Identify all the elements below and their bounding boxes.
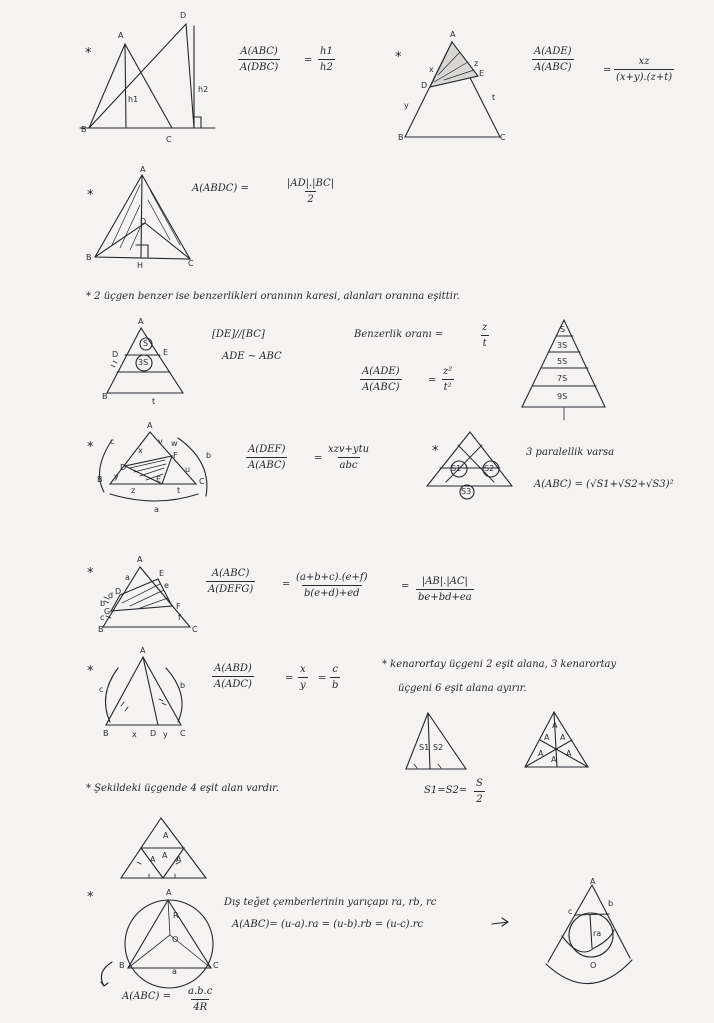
fraction-denominator: t [481, 335, 489, 349]
equals-sign: = [304, 55, 313, 66]
median-triangle-figure [406, 713, 466, 769]
fraction-numerator: |AB|.|AC| [421, 576, 468, 587]
label-d: D [112, 350, 119, 359]
fraction-denominator: t² [442, 379, 454, 393]
region-label: A [560, 733, 566, 742]
region-label: A [552, 721, 558, 730]
area-ratio-fraction [246, 444, 287, 471]
fraction-denominator: abc [338, 457, 360, 471]
equals-sign: = [603, 65, 612, 76]
label-b: B [102, 392, 108, 401]
side-ratio-fraction [614, 56, 674, 83]
label-b: B [97, 475, 103, 484]
bullet-star: * [87, 566, 94, 581]
label-a-side: a [125, 573, 130, 582]
label-h1: h1 [128, 95, 139, 104]
label-b: B [398, 133, 404, 142]
similarity-ratio-fraction [480, 322, 489, 349]
label-h2: h2 [198, 85, 209, 94]
fraction-numerator: S [476, 778, 483, 789]
label-a: A [450, 30, 456, 39]
fraction-numerator: A(ABC) [211, 568, 250, 579]
label-r: R [173, 911, 179, 920]
excircle-note-line-2: A(ABC)= (u-a).ra = (u-b).rb = (u-c).rc [232, 919, 424, 930]
parallels-note: 3 paralellik varsa [526, 447, 615, 458]
label-z: z [131, 486, 136, 495]
circumcircle-figure [101, 900, 213, 988]
label-b-side: b [206, 451, 212, 460]
label-f-side: f [178, 613, 181, 622]
fraction-numerator: A(ADE) [362, 366, 400, 377]
fraction-numerator: A(ABC) [240, 46, 278, 57]
fraction-denominator: b(e+d)+ed [302, 585, 362, 599]
squared-ratio-fraction [441, 366, 454, 393]
similarity-ratio-label: Benzerlik oranı = [354, 329, 444, 340]
label-x: x [138, 446, 143, 455]
region-label: A [162, 851, 168, 860]
area-ratio-fraction [238, 46, 280, 73]
region-label: A [538, 749, 544, 758]
fraction-denominator: A(DEFG) [206, 581, 255, 595]
label-d: D [140, 217, 147, 226]
four-areas-note: * Şekildeki üçgende 4 eşit alan vardır. [86, 783, 280, 794]
fraction-numerator: z² [443, 366, 453, 377]
label-f: F [176, 602, 181, 611]
equals-sign: = [314, 453, 323, 464]
label-s3: S3 [461, 487, 472, 496]
region-label: A [163, 831, 169, 840]
label-t: t [152, 397, 156, 406]
label-c: C [180, 729, 186, 738]
fraction-numerator: |AD|.|BC| [287, 178, 335, 189]
side-ratio-fraction [294, 572, 370, 599]
label-b: B [81, 125, 87, 134]
similarity-statement: ADE ~ ABC [222, 351, 282, 362]
label-c: C [199, 477, 205, 486]
triangle-def-figure [100, 432, 207, 501]
region-label: A [150, 855, 156, 864]
bullet-star: * [87, 188, 94, 203]
area-lhs: A(ABDC) = [192, 183, 249, 194]
label-c: C [500, 133, 506, 142]
fraction-numerator: a.b.c [188, 986, 213, 997]
fraction-numerator: xzv+ytu [328, 444, 370, 455]
fraction-denominator: A(DBC) [238, 59, 280, 73]
excircle-note-line-1: Dış teğet çemberlerinin yarıçapı ra, rb, rc [224, 897, 437, 908]
fraction-numerator: z [482, 322, 488, 333]
bullet-star: * [432, 444, 439, 459]
label-o: O [172, 935, 179, 944]
strip-label: 5S [557, 357, 568, 366]
simplified-fraction [416, 576, 474, 603]
label-x: x [132, 730, 137, 739]
fraction-numerator: A(ADE) [534, 46, 572, 57]
label-excircle-a: A [590, 877, 596, 886]
fraction-denominator: b [330, 677, 340, 691]
fraction-numerator: (a+b+c).(e+f) [296, 572, 368, 583]
fraction-denominator: y [298, 677, 308, 691]
fraction-denominator: A(ABC) [360, 379, 401, 393]
label-b-side: b [180, 681, 186, 690]
label-b: B [103, 729, 109, 738]
bullet-star: * [87, 664, 94, 679]
label-y: y [163, 730, 168, 739]
median-note-line-2: üçgeni 6 eşit alana ayırır. [398, 683, 527, 694]
strip-label: S [560, 325, 566, 334]
equals-sign: = [282, 579, 291, 590]
label-c-side: c [99, 685, 104, 694]
label-3s: 3S [138, 358, 149, 367]
label-excircle-c: c [568, 907, 573, 916]
label-h: H [137, 261, 144, 270]
segment-ratio-fraction [298, 664, 308, 691]
label-d: D [150, 729, 157, 738]
angle-bisector-figure [106, 657, 186, 725]
area-ratio-fraction [360, 366, 402, 393]
triangle-abc-dbc-figure [80, 24, 215, 128]
label-c: C [166, 135, 172, 144]
label-e-side: e [164, 581, 169, 590]
label-z: z [474, 59, 479, 68]
side-ratio-fraction [330, 664, 340, 691]
parallel-statement: [DE]//[BC] [212, 329, 265, 340]
fraction-numerator: h1 [320, 46, 333, 57]
label-b: B [86, 253, 92, 262]
label-c-side: c [100, 613, 105, 622]
region-label: A [566, 749, 572, 758]
strip-label: 7S [557, 374, 568, 383]
fraction-denominator: 2 [474, 791, 484, 805]
half-area-fraction [474, 778, 485, 805]
label-a: A [166, 888, 172, 897]
diagonal-product-fraction [285, 178, 336, 205]
label-s1: S1 [419, 743, 430, 752]
equals-sign: = [428, 375, 437, 386]
triangle-ade-figure [405, 42, 500, 137]
four-equal-areas-figure [121, 818, 206, 878]
label-y: y [404, 101, 409, 110]
label-excircle-b: b [608, 899, 614, 908]
fraction-denominator: 2 [305, 191, 315, 205]
label-a-side: a [154, 505, 159, 514]
label-a: A [138, 317, 144, 326]
label-a: A [140, 646, 146, 655]
stacked-strips-figure [522, 320, 605, 420]
label-d: D [115, 587, 122, 596]
label-s1: S1 [451, 464, 462, 473]
bullet-star: * [87, 440, 94, 455]
equals-sign: = [318, 673, 327, 684]
label-x: x [429, 65, 434, 74]
area-ratio-fraction [532, 46, 574, 73]
fraction-denominator: (x+y).(z+t) [614, 69, 674, 83]
label-b-side: b [100, 599, 106, 608]
height-ratio-fraction [318, 46, 335, 73]
label-e: E [479, 69, 485, 78]
label-b: B [119, 961, 125, 970]
label-a: A [137, 555, 143, 564]
label-g: G [104, 607, 111, 616]
fraction-numerator: A(ABD) [214, 663, 252, 674]
label-a: A [118, 31, 124, 40]
label-v: v [158, 437, 163, 446]
area-ratio-fraction [206, 568, 255, 595]
similarity-note: * 2 üçgen benzer ise benzerlikleri oranının karesi, alanları oranına eşittir. [86, 291, 460, 302]
label-excircle-o: O [590, 961, 597, 970]
fraction-denominator: 4R [191, 999, 209, 1013]
label-t: t [177, 486, 181, 495]
bullet-star: * [395, 50, 402, 65]
fraction-numerator: A(DEF) [248, 444, 286, 455]
label-s2: S2 [484, 464, 495, 473]
label-c: C [192, 625, 198, 634]
label-w: w [171, 439, 178, 448]
quadrilateral-defg-figure [103, 567, 190, 627]
equals-sign: = [285, 673, 294, 684]
label-t: t [492, 93, 496, 102]
circumradius-area-lhs: A(ABC) = [122, 991, 171, 1002]
label-s2: S2 [433, 743, 444, 752]
region-label: A [176, 855, 182, 864]
fraction-numerator: c [332, 664, 338, 675]
label-d-side: d [108, 591, 114, 600]
label-y: y [114, 472, 119, 481]
label-c: C [188, 259, 194, 268]
label-c: C [213, 961, 219, 970]
label-e: E [156, 475, 162, 484]
label-ra: ra [593, 929, 602, 938]
fraction-denominator: A(ADC) [212, 676, 254, 690]
fraction-numerator: xz [638, 56, 650, 67]
label-e: E [163, 348, 169, 357]
fraction-denominator: h2 [318, 59, 335, 73]
strip-label: 3S [557, 341, 568, 350]
label-d: D [120, 463, 127, 472]
circumradius-area-fraction [186, 986, 214, 1013]
median-area-equation: S1=S2= [424, 785, 468, 796]
side-ratio-fraction [326, 444, 371, 471]
bullet-star: * [87, 890, 94, 905]
label-f: F [173, 451, 178, 460]
label-b: B [98, 625, 104, 634]
fraction-numerator: x [300, 664, 306, 675]
label-s: S [143, 339, 149, 348]
label-a: A [140, 165, 146, 174]
area-ratio-fraction [212, 663, 254, 690]
median-note-line-1: * kenarortay üçgeni 2 eşit alana, 3 kenarortay [382, 659, 617, 670]
bullet-star: * [85, 46, 92, 61]
fraction-denominator: A(ABC) [246, 457, 287, 471]
label-c-side: c [110, 437, 115, 446]
label-a-side: a [172, 967, 177, 976]
strip-label: 9S [557, 392, 568, 401]
fraction-denominator: be+bd+ea [416, 589, 474, 603]
label-u: u [185, 465, 191, 474]
region-label: A [544, 733, 550, 742]
label-a: A [147, 421, 153, 430]
fraction-denominator: A(ABC) [532, 59, 573, 73]
parallels-formula: A(ABC) = (√S1+√S2+√S3)² [534, 479, 674, 490]
equals-sign: = [401, 581, 410, 592]
region-label: A [551, 755, 557, 764]
label-d: D [421, 81, 428, 90]
label-d: D [180, 11, 187, 20]
label-e: E [159, 569, 165, 578]
